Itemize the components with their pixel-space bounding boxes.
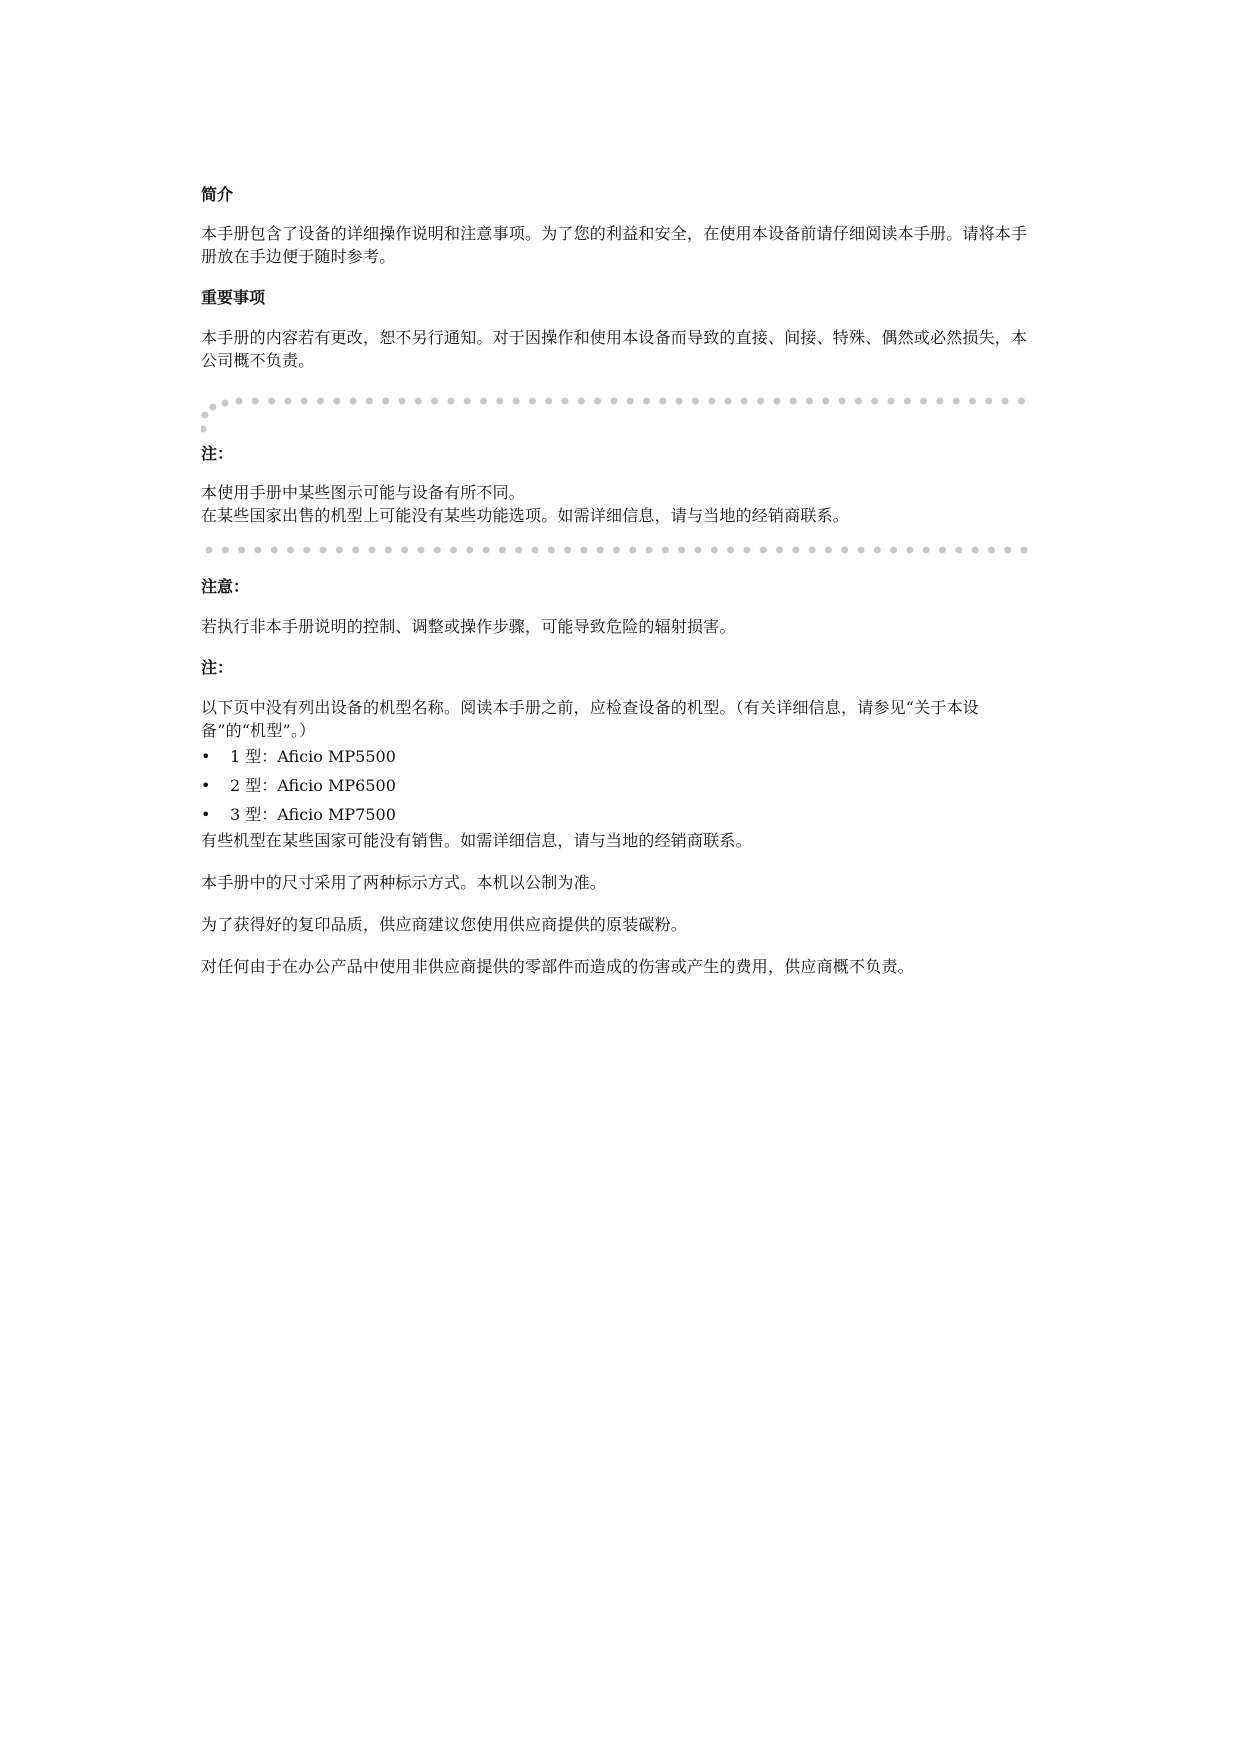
divider-dot — [809, 547, 816, 554]
divider-dot — [483, 547, 490, 554]
divider-dot — [450, 547, 457, 554]
divider-dot — [254, 547, 261, 554]
divider-dot — [564, 547, 571, 554]
divider-dot — [236, 398, 243, 405]
availability-note: 有些机型在某些国家可能没有销售。如需详细信息，请与当地的经销商联系。 — [201, 831, 752, 850]
divider-dot — [692, 398, 699, 405]
divider-dot — [401, 547, 408, 554]
note2-heading: 注： — [201, 658, 234, 677]
divider-dot — [382, 398, 389, 405]
model-list-item — [201, 800, 1039, 829]
model-list — [201, 742, 1039, 829]
divider-dot — [871, 398, 878, 405]
divider-dot — [646, 547, 653, 554]
divider-dot — [499, 547, 506, 554]
divider-dot — [773, 398, 780, 405]
divider-dot — [659, 398, 666, 405]
divider-dot — [741, 398, 748, 405]
divider-dot — [969, 398, 976, 405]
divider-dot — [890, 547, 897, 554]
divider-dot — [513, 398, 520, 405]
divider-dot — [953, 398, 960, 405]
divider-dot — [776, 547, 783, 554]
divider-dot — [839, 398, 846, 405]
divider-dot — [515, 547, 522, 554]
divider-dot — [939, 547, 946, 554]
divider-dot — [417, 547, 424, 554]
divider-dot — [210, 404, 217, 411]
divider-dot — [627, 398, 634, 405]
caution-paragraph: 若执行非本手册说明的控制、调整或操作步骤，可能导致危险的辐射损害。 — [201, 617, 736, 636]
important-paragraph: 本手册的内容若有更改，恕不另行通知。对于因操作和使用本设备而导致的直接、间接、特殊、偶然或必然损失，本公司概不负责。 — [201, 328, 1028, 370]
note-bottom-divider — [201, 542, 1039, 558]
divider-dot — [578, 398, 585, 405]
divider-dot — [760, 547, 767, 554]
divider-dot — [548, 547, 555, 554]
divider-dot — [874, 547, 881, 554]
divider-dot — [662, 547, 669, 554]
divider-dot — [708, 398, 715, 405]
divider-dot — [222, 400, 229, 407]
divider-dot — [284, 398, 291, 405]
divider-dot — [792, 547, 799, 554]
bullet-icon: • — [201, 776, 211, 795]
divider-dot — [594, 398, 601, 405]
divider-dot — [201, 426, 207, 433]
note2-paragraph: 以下页中没有列出设备的机型名称。阅读本手册之前，应检查设备的机型。（有关详细信息，请参见“关于本设备”的“机型”。） — [201, 698, 979, 740]
divider-dot — [904, 398, 911, 405]
divider-dot — [366, 398, 373, 405]
model-list-item — [201, 742, 1039, 771]
model-list-item — [201, 771, 1039, 800]
divider-dot — [822, 398, 829, 405]
divider-dot — [936, 398, 943, 405]
divider-dot — [580, 547, 587, 554]
divider-dot — [906, 547, 913, 554]
divider-dot — [271, 547, 278, 554]
divider-dot — [1002, 398, 1009, 405]
divider-dot — [320, 547, 327, 554]
dotted-divider-straight — [201, 542, 1039, 558]
divider-dot — [972, 547, 979, 554]
note-top-divider — [201, 391, 1039, 433]
divider-dot — [695, 547, 702, 554]
divider-dot — [464, 398, 471, 405]
divider-dot — [303, 547, 310, 554]
divider-dot — [532, 547, 539, 554]
divider-dot — [711, 547, 718, 554]
divider-dot — [988, 547, 995, 554]
model-name: 3 型：Aficio MP7500 — [230, 805, 396, 824]
document-page — [201, 180, 1039, 978]
divider-dot — [955, 547, 962, 554]
divider-dot — [202, 412, 209, 419]
closing-paragraph: 为了获得好的复印品质，供应商建议您使用供应商提供的原装碳粉。 — [201, 915, 688, 934]
divider-dot — [757, 398, 764, 405]
divider-dot — [643, 398, 650, 405]
divider-dot — [923, 547, 930, 554]
note1-heading: 注： — [201, 444, 234, 463]
dotted-divider-curved — [201, 391, 1039, 433]
divider-dot — [287, 547, 294, 554]
intro-heading: 简介 — [201, 185, 234, 204]
divider-dot — [1021, 547, 1028, 554]
divider-dot — [415, 398, 422, 405]
divider-dot — [480, 398, 487, 405]
divider-dot — [222, 547, 229, 554]
divider-dot — [806, 398, 813, 405]
divider-dot — [317, 398, 324, 405]
divider-dot — [399, 398, 406, 405]
note1-body — [201, 481, 1039, 527]
model-name: 1 型：Aficio MP5500 — [230, 747, 396, 766]
divider-dot — [268, 398, 275, 405]
divider-dot — [676, 398, 683, 405]
important-heading: 重要事项 — [201, 288, 266, 307]
note1-line: 在某些国家出售的机型上可能没有某些功能选项。如需详细信息，请与当地的经销商联系。 — [201, 506, 850, 525]
intro-paragraph: 本手册包含了设备的详细操作说明和注意事项。为了您的利益和安全，在使用本设备前请仔细阅读本手册。请将本手册放在手边便于随时参考。 — [201, 224, 1028, 266]
caution-heading: 注意： — [201, 577, 250, 596]
divider-dot — [431, 398, 438, 405]
divider-dot — [920, 398, 927, 405]
note1-line: 本使用手册中某些图示可能与设备有所不同。 — [201, 483, 526, 502]
divider-dot — [613, 547, 620, 554]
closing-paragraph: 本手册中的尺寸采用了两种标示方式。本机以公制为准。 — [201, 873, 607, 892]
divider-dot — [350, 398, 357, 405]
divider-dot — [447, 398, 454, 405]
divider-dot — [385, 547, 392, 554]
divider-dot — [562, 398, 569, 405]
divider-dot — [1004, 547, 1011, 554]
divider-dot — [725, 398, 732, 405]
divider-dot — [238, 547, 245, 554]
divider-dot — [888, 398, 895, 405]
divider-dot — [597, 547, 604, 554]
divider-dot — [369, 547, 376, 554]
divider-dot — [629, 547, 636, 554]
divider-dot — [333, 398, 340, 405]
divider-dot — [678, 547, 685, 554]
divider-dot — [841, 547, 848, 554]
divider-dot — [529, 398, 536, 405]
divider-dot — [855, 398, 862, 405]
divider-dot — [743, 547, 750, 554]
divider-dot — [466, 547, 473, 554]
closing-paragraph: 对任何由于在办公产品中使用非供应商提供的零部件而造成的伤害或产生的费用，供应商概不负责。 — [201, 957, 914, 976]
divider-dot — [825, 547, 832, 554]
bullet-icon: • — [201, 805, 211, 824]
bullet-icon: • — [201, 747, 211, 766]
divider-dot — [985, 398, 992, 405]
divider-dot — [727, 547, 734, 554]
divider-dot — [434, 547, 441, 554]
divider-dot — [790, 398, 797, 405]
model-name: 2 型：Aficio MP6500 — [230, 776, 396, 795]
divider-dot — [336, 547, 343, 554]
divider-dot — [301, 398, 308, 405]
divider-dot — [496, 398, 503, 405]
divider-dot — [610, 398, 617, 405]
divider-dot — [858, 547, 865, 554]
divider-dot — [252, 398, 259, 405]
divider-dot — [1018, 398, 1025, 405]
divider-dot — [206, 547, 213, 554]
divider-dot — [352, 547, 359, 554]
divider-dot — [545, 398, 552, 405]
